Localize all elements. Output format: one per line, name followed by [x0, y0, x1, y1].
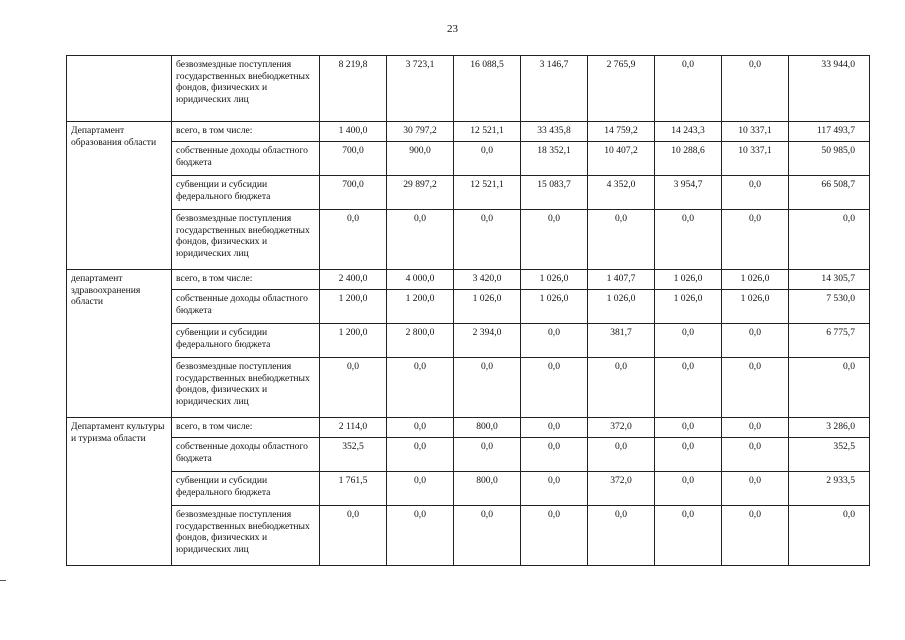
value-cell: 0,0	[655, 438, 722, 472]
value-cell: 700,0	[320, 176, 387, 210]
total-value-cell: 3 286,0	[789, 418, 870, 438]
total-value-cell: 0,0	[789, 506, 870, 566]
value-cell: 1 761,5	[320, 472, 387, 506]
total-value-cell: 352,5	[789, 438, 870, 472]
value-cell: 0,0	[320, 210, 387, 270]
value-cell: 0,0	[655, 56, 722, 122]
total-value-cell: 50 985,0	[789, 142, 870, 176]
table-row	[67, 358, 870, 418]
value-cell: 0,0	[387, 472, 454, 506]
value-cell: 0,0	[588, 438, 655, 472]
table-row	[67, 506, 870, 566]
value-cell: 2 114,0	[320, 418, 387, 438]
value-cell: 29 897,2	[387, 176, 454, 210]
total-value-cell: 0,0	[789, 210, 870, 270]
budget-table-body	[67, 56, 870, 566]
value-cell: 0,0	[387, 438, 454, 472]
value-cell: 0,0	[521, 472, 588, 506]
value-cell: 352,5	[320, 438, 387, 472]
value-cell: 10 337,1	[722, 122, 789, 142]
funding-source-cell: субвенции и субсидии федерального бюджета	[172, 472, 320, 506]
value-cell: 30 797,2	[387, 122, 454, 142]
total-value-cell: 117 493,7	[789, 122, 870, 142]
value-cell: 0,0	[387, 418, 454, 438]
value-cell: 3 954,7	[655, 176, 722, 210]
value-cell: 1 026,0	[722, 290, 789, 324]
funding-source-cell: субвенции и субсидии федерального бюджета	[172, 176, 320, 210]
value-cell: 0,0	[655, 506, 722, 566]
table-row	[67, 270, 870, 290]
value-cell: 1 200,0	[320, 290, 387, 324]
funding-source-cell: безвозмездные поступления государственных внебюджетных фондов, физических и юридических лиц	[172, 506, 320, 566]
value-cell: 1 026,0	[454, 290, 521, 324]
value-cell: 2 800,0	[387, 324, 454, 358]
value-cell: 18 352,1	[521, 142, 588, 176]
value-cell: 12 521,1	[454, 176, 521, 210]
funding-source-cell: собственные доходы областного бюджета	[172, 438, 320, 472]
value-cell: 0,0	[655, 210, 722, 270]
value-cell: 0,0	[521, 418, 588, 438]
funding-source-cell: безвозмездные поступления государственных внебюджетных фондов, физических и юридических лиц	[172, 56, 320, 122]
value-cell: 0,0	[588, 210, 655, 270]
department-cell: департамент здравоохранения области	[67, 270, 172, 418]
value-cell: 0,0	[722, 176, 789, 210]
value-cell: 16 088,5	[454, 56, 521, 122]
total-value-cell: 33 944,0	[789, 56, 870, 122]
value-cell: 1 407,7	[588, 270, 655, 290]
table-row	[67, 418, 870, 438]
value-cell: 2 765,9	[588, 56, 655, 122]
value-cell: 700,0	[320, 142, 387, 176]
budget-table	[66, 55, 870, 566]
value-cell: 1 026,0	[521, 290, 588, 324]
table-row	[67, 142, 870, 176]
value-cell: 0,0	[655, 418, 722, 438]
total-value-cell: 0,0	[789, 358, 870, 418]
value-cell: 0,0	[655, 324, 722, 358]
department-cell: Департамент образования области	[67, 122, 172, 270]
table-row	[67, 176, 870, 210]
table-row	[67, 324, 870, 358]
table-row	[67, 122, 870, 142]
value-cell: 1 026,0	[722, 270, 789, 290]
value-cell: 0,0	[454, 506, 521, 566]
page-number: 23	[447, 23, 458, 35]
value-cell: 4 000,0	[387, 270, 454, 290]
funding-source-cell: собственные доходы областного бюджета	[172, 290, 320, 324]
total-value-cell: 6 775,7	[789, 324, 870, 358]
value-cell: 0,0	[454, 210, 521, 270]
value-cell: 3 723,1	[387, 56, 454, 122]
value-cell: 14 759,2	[588, 122, 655, 142]
value-cell: 4 352,0	[588, 176, 655, 210]
funding-source-cell: безвозмездные поступления государственных внебюджетных фондов, физических и юридических лиц	[172, 210, 320, 270]
value-cell: 1 026,0	[521, 270, 588, 290]
table-row	[67, 56, 870, 122]
value-cell: 0,0	[722, 210, 789, 270]
funding-source-cell: всего, в том числе:	[172, 270, 320, 290]
value-cell: 372,0	[588, 418, 655, 438]
value-cell: 0,0	[521, 506, 588, 566]
value-cell: 0,0	[722, 472, 789, 506]
department-cell	[67, 56, 172, 122]
value-cell: 10 337,1	[722, 142, 789, 176]
total-value-cell: 7 530,0	[789, 290, 870, 324]
total-value-cell: 14 305,7	[789, 270, 870, 290]
value-cell: 0,0	[722, 438, 789, 472]
funding-source-cell: безвозмездные поступления государственных внебюджетных фондов, физических и юридических лиц	[172, 358, 320, 418]
value-cell: 8 219,8	[320, 56, 387, 122]
department-cell: Департамент культуры и туризма области	[67, 418, 172, 566]
value-cell: 2 394,0	[454, 324, 521, 358]
value-cell: 1 026,0	[655, 290, 722, 324]
value-cell: 10 407,2	[588, 142, 655, 176]
value-cell: 33 435,8	[521, 122, 588, 142]
table-row	[67, 438, 870, 472]
value-cell: 1 200,0	[387, 290, 454, 324]
value-cell: 0,0	[454, 142, 521, 176]
value-cell: 10 288,6	[655, 142, 722, 176]
value-cell: 0,0	[722, 418, 789, 438]
value-cell: 15 083,7	[521, 176, 588, 210]
value-cell: 0,0	[521, 324, 588, 358]
value-cell: 12 521,1	[454, 122, 521, 142]
value-cell: 0,0	[722, 56, 789, 122]
value-cell: 0,0	[722, 358, 789, 418]
funding-source-cell: субвенции и субсидии федерального бюджета	[172, 324, 320, 358]
value-cell: 0,0	[521, 358, 588, 418]
value-cell: 0,0	[588, 506, 655, 566]
value-cell: 0,0	[454, 358, 521, 418]
table-row	[67, 472, 870, 506]
value-cell: 0,0	[387, 506, 454, 566]
value-cell: 3 420,0	[454, 270, 521, 290]
value-cell: 1 026,0	[588, 290, 655, 324]
value-cell: 0,0	[521, 438, 588, 472]
total-value-cell: 2 933,5	[789, 472, 870, 506]
value-cell: 0,0	[588, 358, 655, 418]
value-cell: 800,0	[454, 472, 521, 506]
value-cell: 800,0	[454, 418, 521, 438]
value-cell: 0,0	[387, 210, 454, 270]
value-cell: 0,0	[454, 438, 521, 472]
value-cell: 0,0	[521, 210, 588, 270]
value-cell: 900,0	[387, 142, 454, 176]
value-cell: 0,0	[722, 324, 789, 358]
value-cell: 0,0	[655, 358, 722, 418]
scan-margin-mark	[0, 580, 6, 581]
value-cell: 1 400,0	[320, 122, 387, 142]
table-row	[67, 290, 870, 324]
funding-source-cell: всего, в том числе:	[172, 122, 320, 142]
value-cell: 2 400,0	[320, 270, 387, 290]
funding-source-cell: всего, в том числе:	[172, 418, 320, 438]
funding-source-cell: собственные доходы областного бюджета	[172, 142, 320, 176]
value-cell: 3 146,7	[521, 56, 588, 122]
value-cell: 14 243,3	[655, 122, 722, 142]
value-cell: 0,0	[320, 506, 387, 566]
value-cell: 0,0	[722, 506, 789, 566]
value-cell: 381,7	[588, 324, 655, 358]
table-row	[67, 210, 870, 270]
value-cell: 0,0	[655, 472, 722, 506]
value-cell: 1 026,0	[655, 270, 722, 290]
value-cell: 1 200,0	[320, 324, 387, 358]
value-cell: 372,0	[588, 472, 655, 506]
total-value-cell: 66 508,7	[789, 176, 870, 210]
value-cell: 0,0	[387, 358, 454, 418]
value-cell: 0,0	[320, 358, 387, 418]
